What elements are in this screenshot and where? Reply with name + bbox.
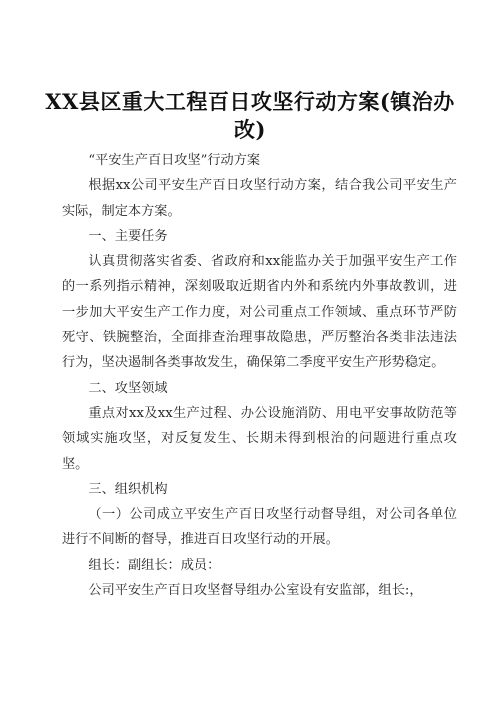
- intro-paragraph: 根据xx公司平安生产百日攻坚行动方案，结合我公司平安生产实际，制定本方案。: [62, 178, 457, 219]
- document-subtitle: “平安生产百日攻坚”行动方案: [88, 153, 261, 168]
- document-body: [62, 148, 457, 603]
- document-title: XX县区重大工程百日攻坚行动方案(镇治办改): [45, 89, 455, 142]
- section-heading-key-areas: 二、攻坚领域: [88, 380, 168, 396]
- section-heading-organization: 三、组织机构: [88, 481, 168, 497]
- main-tasks-paragraph: 认真贯彻落实省委、省政府和xx能监办关于加强平安生产工作的一系列指示精神，深刻吸取近期省内外和系统内外事故教训，进一步加大平安生产工作力度，对公司重点工作领域、重点环节严防死守、铁腕整治，全面排查治理事故隐患，严厉整治各类非法违法行为，坚决遏制各类事故发生，确保第二季度平安生产形势稳定。: [62, 254, 457, 371]
- key-areas-paragraph: 重点对xx及xx生产过程、办公设施消防、用电平安事故防范等领域实施攻坚，对反复发生、长期未得到根治的问题进行重点攻坚。: [62, 405, 457, 472]
- organization-office: 公司平安生产百日攻坚督导组办公室设有安监部，组长:，: [88, 583, 423, 599]
- section-heading-main-tasks: 一、主要任务: [88, 228, 168, 244]
- organization-members: 组长：副组长：成员：: [88, 557, 221, 573]
- organization-item-1: （一）公司成立平安生产百日攻坚行动督导组，对公司各单位进行不间断的督导，推进百日攻坚行动的开展。: [62, 507, 457, 548]
